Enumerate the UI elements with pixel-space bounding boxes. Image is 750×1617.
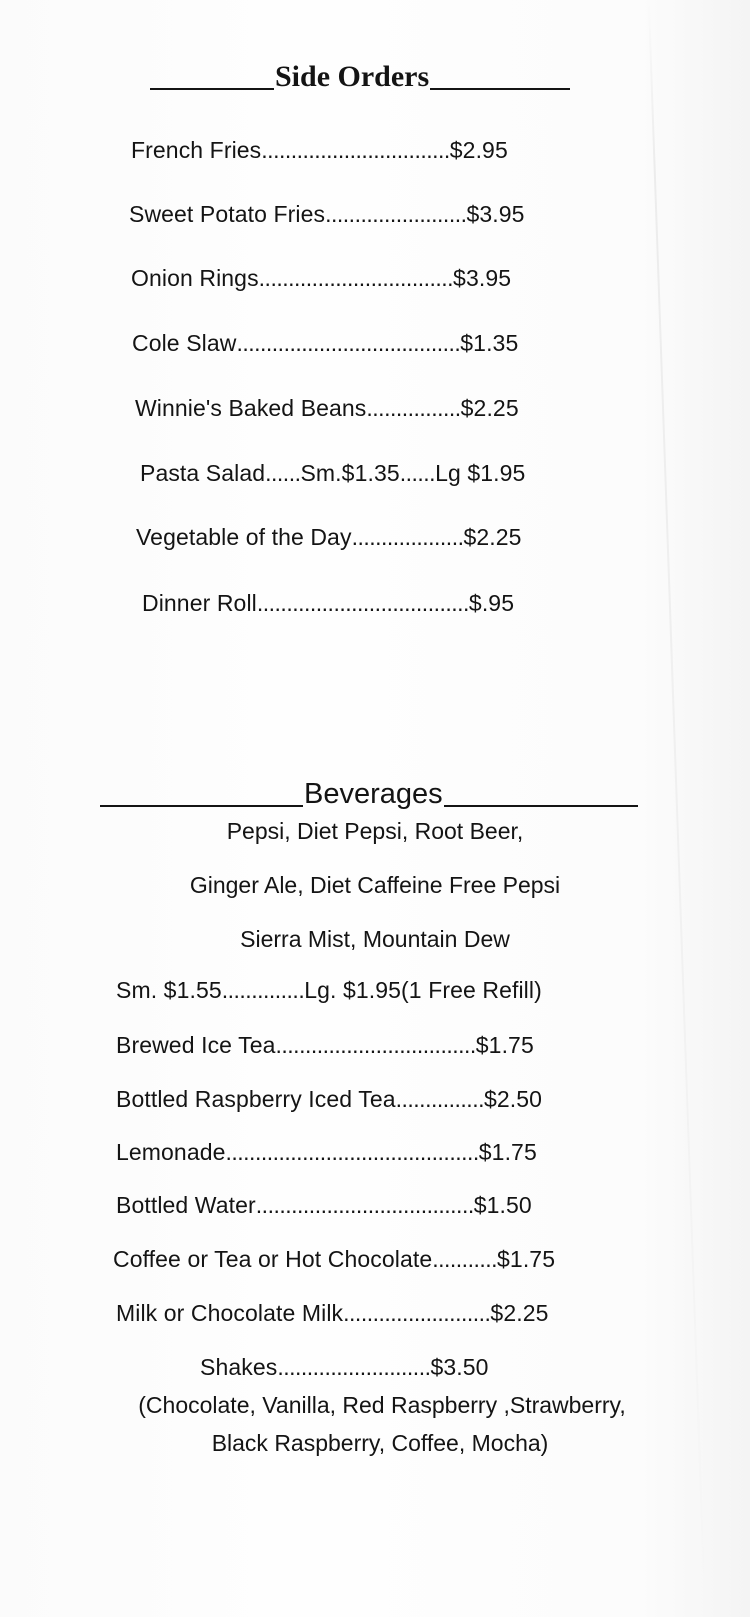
item-name: Bottled Raspberry Iced Tea <box>116 1086 396 1112</box>
leader-dots: ........................ <box>325 201 467 227</box>
side-item-sweet-potato-fries <box>129 201 525 228</box>
paper-fold-shadow <box>648 0 706 1617</box>
soda-list-line-2: Ginger Ale, Diet Caffeine Free Pepsi <box>189 872 561 898</box>
item-price: $1.50 <box>473 1192 532 1218</box>
beverage-item-bottled-raspberry-iced-tea <box>116 1086 542 1113</box>
item-name: Bottled Water <box>116 1192 256 1218</box>
side-item-onion-rings <box>131 265 511 292</box>
leader-dots: ............... <box>395 1086 484 1112</box>
item-price: $1.35 <box>460 330 519 356</box>
side-orders-heading <box>150 60 570 94</box>
leader-dots: ...... <box>399 460 436 486</box>
item-price: $2.25 <box>490 1300 549 1326</box>
side-item-french-fries <box>131 137 508 164</box>
large-price: Lg. $1.95 <box>304 977 402 1003</box>
leader-dots: .............. <box>221 977 305 1003</box>
item-name: Milk or Chocolate Milk <box>116 1300 344 1326</box>
large-price: Lg $1.95 <box>435 460 526 486</box>
item-price: $.95 <box>468 590 515 616</box>
beverage-item-bottled-water <box>116 1192 532 1219</box>
soda-list-line-3: Sierra Mist, Mountain Dew <box>240 926 510 952</box>
soda-list-line-1: Pepsi, Diet Pepsi, Root Beer, <box>226 818 524 844</box>
beverage-item-brewed-ice-tea <box>116 1032 534 1059</box>
beverages-title: Beverages <box>304 778 443 810</box>
item-name: Sweet Potato Fries <box>129 201 326 227</box>
item-price: $3.95 <box>453 265 512 291</box>
side-item-dinner-roll <box>142 590 514 617</box>
refill-note: (1 Free Refill) <box>401 977 542 1003</box>
leader-dots: ...................................... <box>236 330 461 356</box>
side-item-cole-slaw <box>132 330 518 357</box>
item-name: Pasta Salad <box>140 460 266 486</box>
item-name: Lemonade <box>116 1139 226 1165</box>
beverages-heading <box>100 778 638 811</box>
leader-dots: ......................... <box>343 1300 491 1326</box>
item-name: Dinner Roll <box>142 590 257 616</box>
leader-dots: ..................................... <box>255 1192 474 1218</box>
item-name: Vegetable of the Day <box>136 524 352 550</box>
leader-dots: ................................. <box>258 265 454 291</box>
side-item-baked-beans <box>135 395 519 422</box>
item-name: Coffee or Tea or Hot Chocolate <box>113 1246 433 1272</box>
beverage-item-shakes <box>200 1354 489 1381</box>
leader-dots: .......................... <box>277 1354 431 1380</box>
item-price: $2.50 <box>483 1086 543 1112</box>
leader-dots: ................... <box>351 524 464 550</box>
beverage-item-coffee-tea-hot-chocolate <box>113 1246 555 1273</box>
item-price: $1.75 <box>497 1246 556 1272</box>
item-name: Cole Slaw <box>132 330 237 356</box>
leader-dots: ................................ <box>261 137 450 163</box>
item-price: $2.25 <box>463 524 522 550</box>
beverage-item-milk <box>116 1300 548 1327</box>
item-price: $1.75 <box>475 1032 534 1058</box>
item-price: $1.75 <box>478 1139 537 1165</box>
leader-dots: ................ <box>366 395 461 421</box>
small-price: Sm.$1.35 <box>300 460 400 486</box>
heading-rule-right <box>430 88 570 90</box>
heading-rule-left <box>150 88 274 90</box>
item-name: Onion Rings <box>131 265 259 291</box>
item-name: French Fries <box>131 137 262 163</box>
item-price: $3.50 <box>430 1354 489 1380</box>
leader-dots: .................................... <box>256 590 469 616</box>
heading-rule-right <box>444 805 638 807</box>
side-item-vegetable-of-the-day <box>136 524 522 551</box>
small-price: Sm. $1.55 <box>116 977 222 1003</box>
soda-size-prices <box>116 977 542 1004</box>
side-orders-title: Side Orders <box>275 60 430 93</box>
item-price: $3.95 <box>466 201 525 227</box>
leader-dots: ...... <box>265 460 301 486</box>
item-price: $2.25 <box>460 395 519 421</box>
leader-dots: ........... <box>432 1246 498 1272</box>
item-price: $2.95 <box>449 137 508 163</box>
leader-dots: .................................. <box>275 1032 476 1058</box>
item-name: Brewed Ice Tea <box>116 1032 276 1058</box>
side-item-pasta-salad <box>140 460 525 487</box>
beverage-item-lemonade <box>116 1139 537 1166</box>
shake-flavors-line-2: Black Raspberry, Coffee, Mocha) <box>211 1430 549 1456</box>
item-name: Winnie's Baked Beans <box>135 395 367 421</box>
shake-flavors-line-1: (Chocolate, Vanilla, Red Raspberry ,Strawberry, <box>138 1392 626 1418</box>
heading-rule-left <box>100 805 303 807</box>
leader-dots: ........................................... <box>225 1139 479 1165</box>
item-name: Shakes <box>200 1354 278 1380</box>
